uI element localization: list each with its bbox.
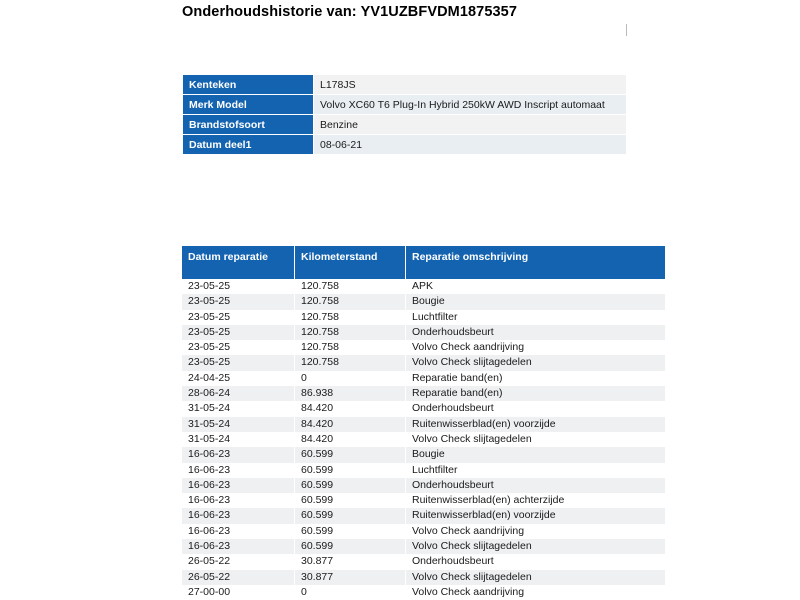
cell-date: 16-06-23 [182,463,295,478]
cell-description: Luchtfilter [406,463,666,478]
cell-date: 31-05-24 [182,417,295,432]
column-header-date: Datum reparatie [182,246,295,279]
table-row [182,371,665,386]
text-cursor [626,24,627,36]
table-row [182,539,665,554]
column-header-mileage: Kilometerstand [295,246,406,279]
cell-description: Reparatie band(en) [406,371,666,386]
table-row [182,478,665,493]
cell-date: 16-06-23 [182,508,295,523]
cell-date: 16-06-23 [182,493,295,508]
cell-description: Reparatie band(en) [406,386,666,401]
cell-date: 23-05-25 [182,294,295,309]
cell-date: 24-04-25 [182,371,295,386]
table-row [182,570,665,585]
table-row [182,310,665,325]
table-row [183,75,627,95]
cell-description: Volvo Check slijtagedelen [406,570,666,585]
info-label: Merk Model [183,95,314,115]
cell-date: 31-05-24 [182,401,295,416]
cell-description: APK [406,279,666,294]
table-row [182,355,665,370]
cell-mileage: 60.599 [295,508,406,523]
table-row [182,386,665,401]
vehicle-info-table [182,74,627,155]
table-row [182,463,665,478]
cell-mileage: 120.758 [295,310,406,325]
cell-date: 23-05-25 [182,355,295,370]
info-label: Kenteken [183,75,314,95]
table-row [182,401,665,416]
cell-date: 27-00-00 [182,585,295,600]
cell-description: Volvo Check aandrijving [406,585,666,600]
cell-mileage: 30.877 [295,570,406,585]
cell-mileage: 60.599 [295,539,406,554]
table-row [183,115,627,135]
cell-date: 23-05-25 [182,279,295,294]
table-row [182,447,665,462]
cell-date: 16-06-23 [182,524,295,539]
cell-mileage: 84.420 [295,432,406,447]
cell-mileage: 86.938 [295,386,406,401]
cell-description: Luchtfilter [406,310,666,325]
table-row [182,524,665,539]
cell-mileage: 120.758 [295,294,406,309]
table-row [183,95,627,115]
cell-description: Ruitenwisserblad(en) voorzijde [406,508,666,523]
cell-mileage: 0 [295,371,406,386]
cell-description: Volvo Check slijtagedelen [406,355,666,370]
cell-description: Volvo Check aandrijving [406,524,666,539]
cell-description: Ruitenwisserblad(en) voorzijde [406,417,666,432]
table-row [182,340,665,355]
cell-date: 31-05-24 [182,432,295,447]
table-row [182,325,665,340]
cell-description: Ruitenwisserblad(en) achterzijde [406,493,666,508]
cell-description: Volvo Check slijtagedelen [406,432,666,447]
table-row [182,294,665,309]
info-label: Brandstofsoort [183,115,314,135]
table-row [182,554,665,569]
info-value: Volvo XC60 T6 Plug-In Hybrid 250kW AWD Inscript automaat [314,95,627,115]
cell-date: 26-05-22 [182,570,295,585]
table-row [182,432,665,447]
cell-date: 16-06-23 [182,539,295,554]
info-value: L178JS [314,75,627,95]
cell-date: 16-06-23 [182,447,295,462]
table-row [182,585,665,600]
cell-mileage: 84.420 [295,401,406,416]
cell-date: 16-06-23 [182,478,295,493]
repair-history-table [182,246,665,600]
cell-date: 23-05-25 [182,325,295,340]
cell-description: Onderhoudsbeurt [406,478,666,493]
cell-description: Onderhoudsbeurt [406,325,666,340]
column-header-description: Reparatie omschrijving [406,246,666,279]
cell-description: Volvo Check aandrijving [406,340,666,355]
cell-description: Volvo Check slijtagedelen [406,539,666,554]
table-row [182,493,665,508]
cell-mileage: 120.758 [295,279,406,294]
cell-mileage: 60.599 [295,447,406,462]
cell-mileage: 60.599 [295,463,406,478]
cell-date: 28-06-24 [182,386,295,401]
cell-description: Bougie [406,447,666,462]
page-title: Onderhoudshistorie van: YV1UZBFVDM1875357 [182,4,518,20]
cell-date: 23-05-25 [182,340,295,355]
table-row [183,135,627,155]
cell-mileage: 120.758 [295,340,406,355]
cell-mileage: 30.877 [295,554,406,569]
cell-description: Onderhoudsbeurt [406,401,666,416]
vehicle-info-body [183,75,627,155]
cell-mileage: 120.758 [295,325,406,340]
info-value: 08-06-21 [314,135,627,155]
cell-mileage: 60.599 [295,524,406,539]
repair-history-body [182,279,665,600]
cell-date: 23-05-25 [182,310,295,325]
cell-mileage: 120.758 [295,355,406,370]
cell-mileage: 0 [295,585,406,600]
table-row [182,417,665,432]
cell-description: Bougie [406,294,666,309]
info-value: Benzine [314,115,627,135]
cell-description: Onderhoudsbeurt [406,554,666,569]
repair-history-header [182,246,665,279]
table-row [182,279,665,294]
cell-mileage: 60.599 [295,478,406,493]
table-header-row [182,246,665,279]
info-label: Datum deel1 [183,135,314,155]
cell-mileage: 84.420 [295,417,406,432]
cell-mileage: 60.599 [295,493,406,508]
cell-date: 26-05-22 [182,554,295,569]
table-row [182,508,665,523]
